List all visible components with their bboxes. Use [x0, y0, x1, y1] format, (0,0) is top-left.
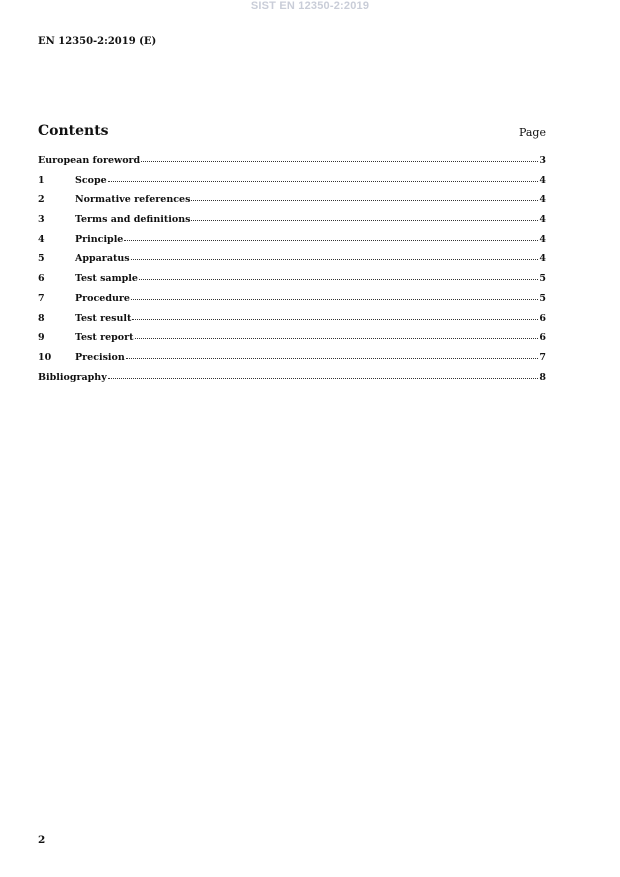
toc-entry-number: 7 — [38, 292, 45, 304]
toc-entry[interactable] — [38, 234, 546, 254]
toc-entry[interactable] — [38, 372, 546, 392]
toc-leader-dots — [108, 378, 539, 379]
toc-leader-dots — [132, 319, 538, 320]
table-of-contents — [38, 155, 546, 391]
toc-leader-dots — [141, 161, 538, 162]
toc-entry-number: 9 — [38, 332, 45, 344]
toc-entry-page: 5 — [539, 273, 546, 285]
toc-leader-dots — [108, 181, 539, 182]
toc-entry-number: 5 — [38, 253, 45, 265]
toc-entry[interactable] — [38, 352, 546, 372]
toc-entry-number: 2 — [38, 194, 45, 206]
toc-entry[interactable] — [38, 332, 546, 352]
toc-leader-dots — [191, 200, 538, 201]
page-column-label: Page — [518, 126, 546, 139]
toc-entry-number: 4 — [38, 233, 45, 245]
toc-entry-title: Procedure — [75, 292, 130, 304]
toc-entry-page: 3 — [539, 155, 546, 166]
toc-entry-number: 6 — [38, 273, 45, 285]
toc-entry-title: European foreword — [38, 155, 141, 166]
toc-entry-title: Bibliography — [38, 371, 107, 383]
toc-entry[interactable] — [38, 214, 546, 234]
toc-leader-dots — [124, 240, 538, 241]
page-number: 2 — [38, 834, 46, 846]
toc-entry[interactable] — [38, 253, 546, 273]
watermark-text: SIST EN 12350-2:2019 — [250, 0, 370, 12]
toc-leader-dots — [126, 358, 539, 359]
toc-entry-page: 8 — [539, 371, 546, 383]
toc-entry-page: 6 — [539, 312, 546, 324]
toc-entry[interactable] — [38, 313, 546, 333]
toc-entry-page: 4 — [539, 194, 546, 206]
toc-entry-title: Normative references — [75, 194, 191, 206]
toc-entry-page: 4 — [539, 174, 546, 186]
toc-leader-dots — [135, 338, 539, 339]
toc-entry-page: 6 — [539, 332, 546, 344]
toc-entry-title: Principle — [75, 233, 124, 245]
toc-entry-page: 4 — [539, 214, 546, 226]
toc-entry-title: Terms and definitions — [75, 214, 191, 226]
toc-entry-title: Test sample — [75, 273, 138, 285]
toc-entry-title: Precision — [75, 351, 125, 363]
toc-leader-dots — [131, 299, 538, 300]
toc-entry-title: Test report — [75, 332, 134, 344]
toc-entry-number: 8 — [38, 312, 45, 324]
toc-entry[interactable] — [38, 273, 546, 293]
toc-entry[interactable] — [38, 293, 546, 313]
toc-entry-page: 7 — [539, 351, 546, 363]
toc-entry[interactable] — [38, 194, 546, 214]
toc-entry-title: Scope — [75, 174, 107, 186]
toc-leader-dots — [131, 259, 539, 260]
toc-entry-page: 4 — [539, 253, 546, 265]
toc-entry-page: 5 — [539, 292, 546, 304]
document-id: EN 12350-2:2019 (E) — [38, 36, 157, 47]
toc-entry[interactable] — [38, 175, 546, 195]
toc-entry-title: Test result — [75, 312, 132, 324]
toc-entry-number: 10 — [38, 351, 52, 363]
toc-entry-number: 3 — [38, 214, 45, 226]
toc-leader-dots — [191, 220, 538, 221]
toc-leader-dots — [139, 279, 538, 280]
toc-entry[interactable] — [38, 155, 546, 175]
toc-entry-number: 1 — [38, 174, 45, 186]
toc-entry-title: Apparatus — [75, 253, 130, 265]
toc-entry-page: 4 — [539, 233, 546, 245]
contents-heading: Contents — [38, 123, 109, 139]
